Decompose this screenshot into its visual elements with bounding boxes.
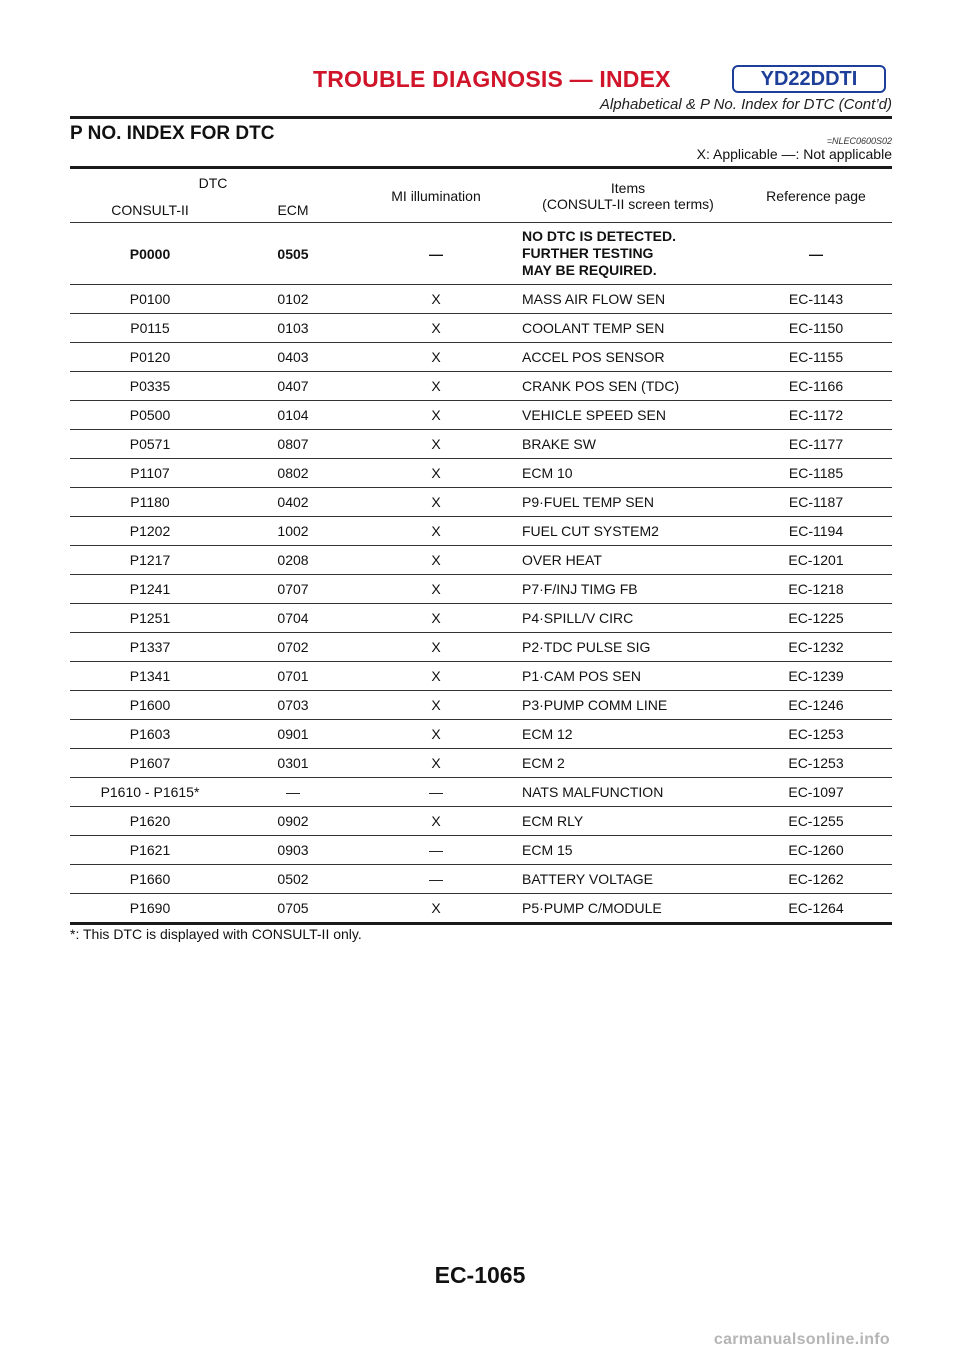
cell-consult-code: P1610 - P1615* bbox=[70, 778, 230, 807]
cell-ecm-code: 1002 bbox=[230, 517, 356, 546]
cell-ecm-code: 0903 bbox=[230, 836, 356, 865]
cell-item: ACCEL POS SENSOR bbox=[516, 343, 740, 372]
table-row bbox=[70, 633, 892, 662]
table-row bbox=[70, 401, 892, 430]
table-row bbox=[70, 430, 892, 459]
header-ecm: ECM bbox=[277, 201, 309, 218]
cell-consult-code: P1202 bbox=[70, 517, 230, 546]
cell-reference-page: EC-1253 bbox=[740, 720, 892, 749]
table-row bbox=[70, 662, 892, 691]
footnote: *: This DTC is displayed with CONSULT-II only. bbox=[70, 926, 362, 942]
cell-mi-illumination: X bbox=[356, 546, 516, 575]
page-header-title: TROUBLE DIAGNOSIS — INDEX bbox=[313, 66, 671, 92]
table-row bbox=[70, 749, 892, 778]
cell-mi-illumination: X bbox=[356, 314, 516, 343]
cell-item: ECM RLY bbox=[516, 807, 740, 836]
cell-ecm-code: 0704 bbox=[230, 604, 356, 633]
cell-reference-page: EC-1218 bbox=[740, 575, 892, 604]
table-row bbox=[70, 778, 892, 807]
cell-reference-page: EC-1260 bbox=[740, 836, 892, 865]
cell-ecm-code: 0403 bbox=[230, 343, 356, 372]
cell-mi-illumination: X bbox=[356, 807, 516, 836]
table-row bbox=[70, 691, 892, 720]
cell-consult-code: P0571 bbox=[70, 430, 230, 459]
cell-reference-page: EC-1143 bbox=[740, 285, 892, 314]
cell-item: P4·SPILL/V CIRC bbox=[516, 604, 740, 633]
cell-reference-page: EC-1194 bbox=[740, 517, 892, 546]
cell-consult-code: P1337 bbox=[70, 633, 230, 662]
cell-reference-page: EC-1172 bbox=[740, 401, 892, 430]
table-row bbox=[70, 459, 892, 488]
cell-item: VEHICLE SPEED SEN bbox=[516, 401, 740, 430]
table-row bbox=[70, 865, 892, 894]
cell-consult-code: P1217 bbox=[70, 546, 230, 575]
table-row bbox=[70, 223, 892, 285]
cell-mi-illumination: X bbox=[356, 401, 516, 430]
cell-consult-code: P1241 bbox=[70, 575, 230, 604]
table-row bbox=[70, 372, 892, 401]
cell-consult-code: P0115 bbox=[70, 314, 230, 343]
cell-reference-page: EC-1097 bbox=[740, 778, 892, 807]
section-title: P NO. INDEX FOR DTC bbox=[70, 123, 275, 144]
table-row bbox=[70, 604, 892, 633]
cell-reference-page: EC-1166 bbox=[740, 372, 892, 401]
cell-reference-page: — bbox=[740, 223, 892, 285]
dtc-index-table bbox=[70, 166, 892, 925]
cell-consult-code: P0100 bbox=[70, 285, 230, 314]
cell-mi-illumination: X bbox=[356, 894, 516, 924]
cell-mi-illumination: X bbox=[356, 517, 516, 546]
cell-consult-code: P0500 bbox=[70, 401, 230, 430]
header-consult: CONSULT-II bbox=[111, 201, 189, 218]
cell-consult-code: P1690 bbox=[70, 894, 230, 924]
table-row bbox=[70, 488, 892, 517]
cell-item: P9·FUEL TEMP SEN bbox=[516, 488, 740, 517]
cell-item: OVER HEAT bbox=[516, 546, 740, 575]
cell-reference-page: EC-1246 bbox=[740, 691, 892, 720]
cell-ecm-code: 0104 bbox=[230, 401, 356, 430]
cell-mi-illumination: X bbox=[356, 372, 516, 401]
cell-consult-code: P1620 bbox=[70, 807, 230, 836]
cell-mi-illumination: — bbox=[356, 223, 516, 285]
cell-reference-page: EC-1177 bbox=[740, 430, 892, 459]
cell-item: NATS MALFUNCTION bbox=[516, 778, 740, 807]
cell-ecm-code: 0301 bbox=[230, 749, 356, 778]
cell-item: P7·F/INJ TIMG FB bbox=[516, 575, 740, 604]
cell-reference-page: EC-1239 bbox=[740, 662, 892, 691]
cell-consult-code: P1621 bbox=[70, 836, 230, 865]
cell-reference-page: EC-1264 bbox=[740, 894, 892, 924]
cell-item: CRANK POS SEN (TDC) bbox=[516, 372, 740, 401]
cell-ecm-code: 0705 bbox=[230, 894, 356, 924]
table-row bbox=[70, 343, 892, 372]
cell-consult-code: P1107 bbox=[70, 459, 230, 488]
cell-consult-code: P1600 bbox=[70, 691, 230, 720]
cell-ecm-code: 0402 bbox=[230, 488, 356, 517]
cell-consult-code: P1607 bbox=[70, 749, 230, 778]
dtc-table-body bbox=[70, 223, 892, 924]
table-row bbox=[70, 285, 892, 314]
table-row bbox=[70, 314, 892, 343]
cell-mi-illumination: — bbox=[356, 836, 516, 865]
header-divider bbox=[70, 116, 892, 119]
cell-ecm-code: — bbox=[230, 778, 356, 807]
cell-reference-page: EC-1150 bbox=[740, 314, 892, 343]
cell-mi-illumination: X bbox=[356, 633, 516, 662]
cell-item: MASS AIR FLOW SEN bbox=[516, 285, 740, 314]
cell-ecm-code: 0701 bbox=[230, 662, 356, 691]
cell-ecm-code: 0703 bbox=[230, 691, 356, 720]
cell-reference-page: EC-1262 bbox=[740, 865, 892, 894]
cell-reference-page: EC-1253 bbox=[740, 749, 892, 778]
cell-item: P2·TDC PULSE SIG bbox=[516, 633, 740, 662]
cell-mi-illumination: X bbox=[356, 749, 516, 778]
cell-consult-code: P0120 bbox=[70, 343, 230, 372]
cell-mi-illumination: X bbox=[356, 604, 516, 633]
cell-ecm-code: 0807 bbox=[230, 430, 356, 459]
cell-ecm-code: 0103 bbox=[230, 314, 356, 343]
cell-ecm-code: 0902 bbox=[230, 807, 356, 836]
cell-reference-page: EC-1225 bbox=[740, 604, 892, 633]
cell-consult-code: P1180 bbox=[70, 488, 230, 517]
cell-consult-code: P0000 bbox=[70, 223, 230, 285]
cell-mi-illumination: X bbox=[356, 662, 516, 691]
header-items bbox=[516, 168, 740, 223]
cell-ecm-code: 0208 bbox=[230, 546, 356, 575]
table-row bbox=[70, 720, 892, 749]
cell-ecm-code: 0502 bbox=[230, 865, 356, 894]
cell-ecm-code: 0407 bbox=[230, 372, 356, 401]
cell-mi-illumination: X bbox=[356, 575, 516, 604]
section-reference-code: =NLEC0600S02 bbox=[826, 136, 892, 146]
cell-mi-illumination: X bbox=[356, 343, 516, 372]
cell-consult-code: P1660 bbox=[70, 865, 230, 894]
cell-consult-code: P1251 bbox=[70, 604, 230, 633]
cell-reference-page: EC-1201 bbox=[740, 546, 892, 575]
cell-reference-page: EC-1187 bbox=[740, 488, 892, 517]
engine-model-badge: YD22DDTI bbox=[732, 65, 886, 93]
cell-reference-page: EC-1185 bbox=[740, 459, 892, 488]
cell-mi-illumination: — bbox=[356, 778, 516, 807]
cell-item: BATTERY VOLTAGE bbox=[516, 865, 740, 894]
cell-ecm-code: 0707 bbox=[230, 575, 356, 604]
table-row bbox=[70, 546, 892, 575]
cell-item: ECM 10 bbox=[516, 459, 740, 488]
cell-consult-code: P1341 bbox=[70, 662, 230, 691]
header-reference-page: Reference page bbox=[740, 168, 892, 223]
header-mi-illumination: MI illumination bbox=[356, 168, 516, 223]
cell-mi-illumination: X bbox=[356, 459, 516, 488]
header-items-line2: (CONSULT-II screen terms) bbox=[542, 195, 714, 212]
cell-mi-illumination: X bbox=[356, 720, 516, 749]
cell-item: BRAKE SW bbox=[516, 430, 740, 459]
cell-ecm-code: 0702 bbox=[230, 633, 356, 662]
cell-item: NO DTC IS DETECTED. FURTHER TESTING MAY BE REQUIRED. bbox=[516, 223, 740, 285]
page-number: EC-1065 bbox=[434, 1262, 526, 1288]
page-header-subtitle: Alphabetical & P No. Index for DTC (Cont’d) bbox=[599, 96, 892, 113]
cell-item: ECM 12 bbox=[516, 720, 740, 749]
cell-item: P5·PUMP C/MODULE bbox=[516, 894, 740, 924]
table-row bbox=[70, 517, 892, 546]
cell-item: COOLANT TEMP SEN bbox=[516, 314, 740, 343]
cell-mi-illumination: X bbox=[356, 285, 516, 314]
cell-mi-illumination: — bbox=[356, 865, 516, 894]
table-row bbox=[70, 836, 892, 865]
cell-consult-code: P1603 bbox=[70, 720, 230, 749]
cell-mi-illumination: X bbox=[356, 691, 516, 720]
cell-item: ECM 15 bbox=[516, 836, 740, 865]
cell-ecm-code: 0901 bbox=[230, 720, 356, 749]
cell-reference-page: EC-1232 bbox=[740, 633, 892, 662]
header-dtc: DTC bbox=[70, 168, 356, 198]
header-items-line1: Items bbox=[610, 179, 646, 196]
cell-ecm-code: 0505 bbox=[230, 223, 356, 285]
cell-reference-page: EC-1255 bbox=[740, 807, 892, 836]
applicability-legend: X: Applicable —: Not applicable bbox=[696, 146, 892, 162]
cell-mi-illumination: X bbox=[356, 488, 516, 517]
watermark: carmanualsonline.info bbox=[713, 1331, 890, 1348]
cell-item: ECM 2 bbox=[516, 749, 740, 778]
cell-ecm-code: 0102 bbox=[230, 285, 356, 314]
cell-item: FUEL CUT SYSTEM2 bbox=[516, 517, 740, 546]
table-row bbox=[70, 894, 892, 924]
cell-reference-page: EC-1155 bbox=[740, 343, 892, 372]
table-row bbox=[70, 575, 892, 604]
cell-item: P3·PUMP COMM LINE bbox=[516, 691, 740, 720]
cell-consult-code: P0335 bbox=[70, 372, 230, 401]
cell-item: P1·CAM POS SEN bbox=[516, 662, 740, 691]
cell-mi-illumination: X bbox=[356, 430, 516, 459]
cell-ecm-code: 0802 bbox=[230, 459, 356, 488]
table-row bbox=[70, 807, 892, 836]
